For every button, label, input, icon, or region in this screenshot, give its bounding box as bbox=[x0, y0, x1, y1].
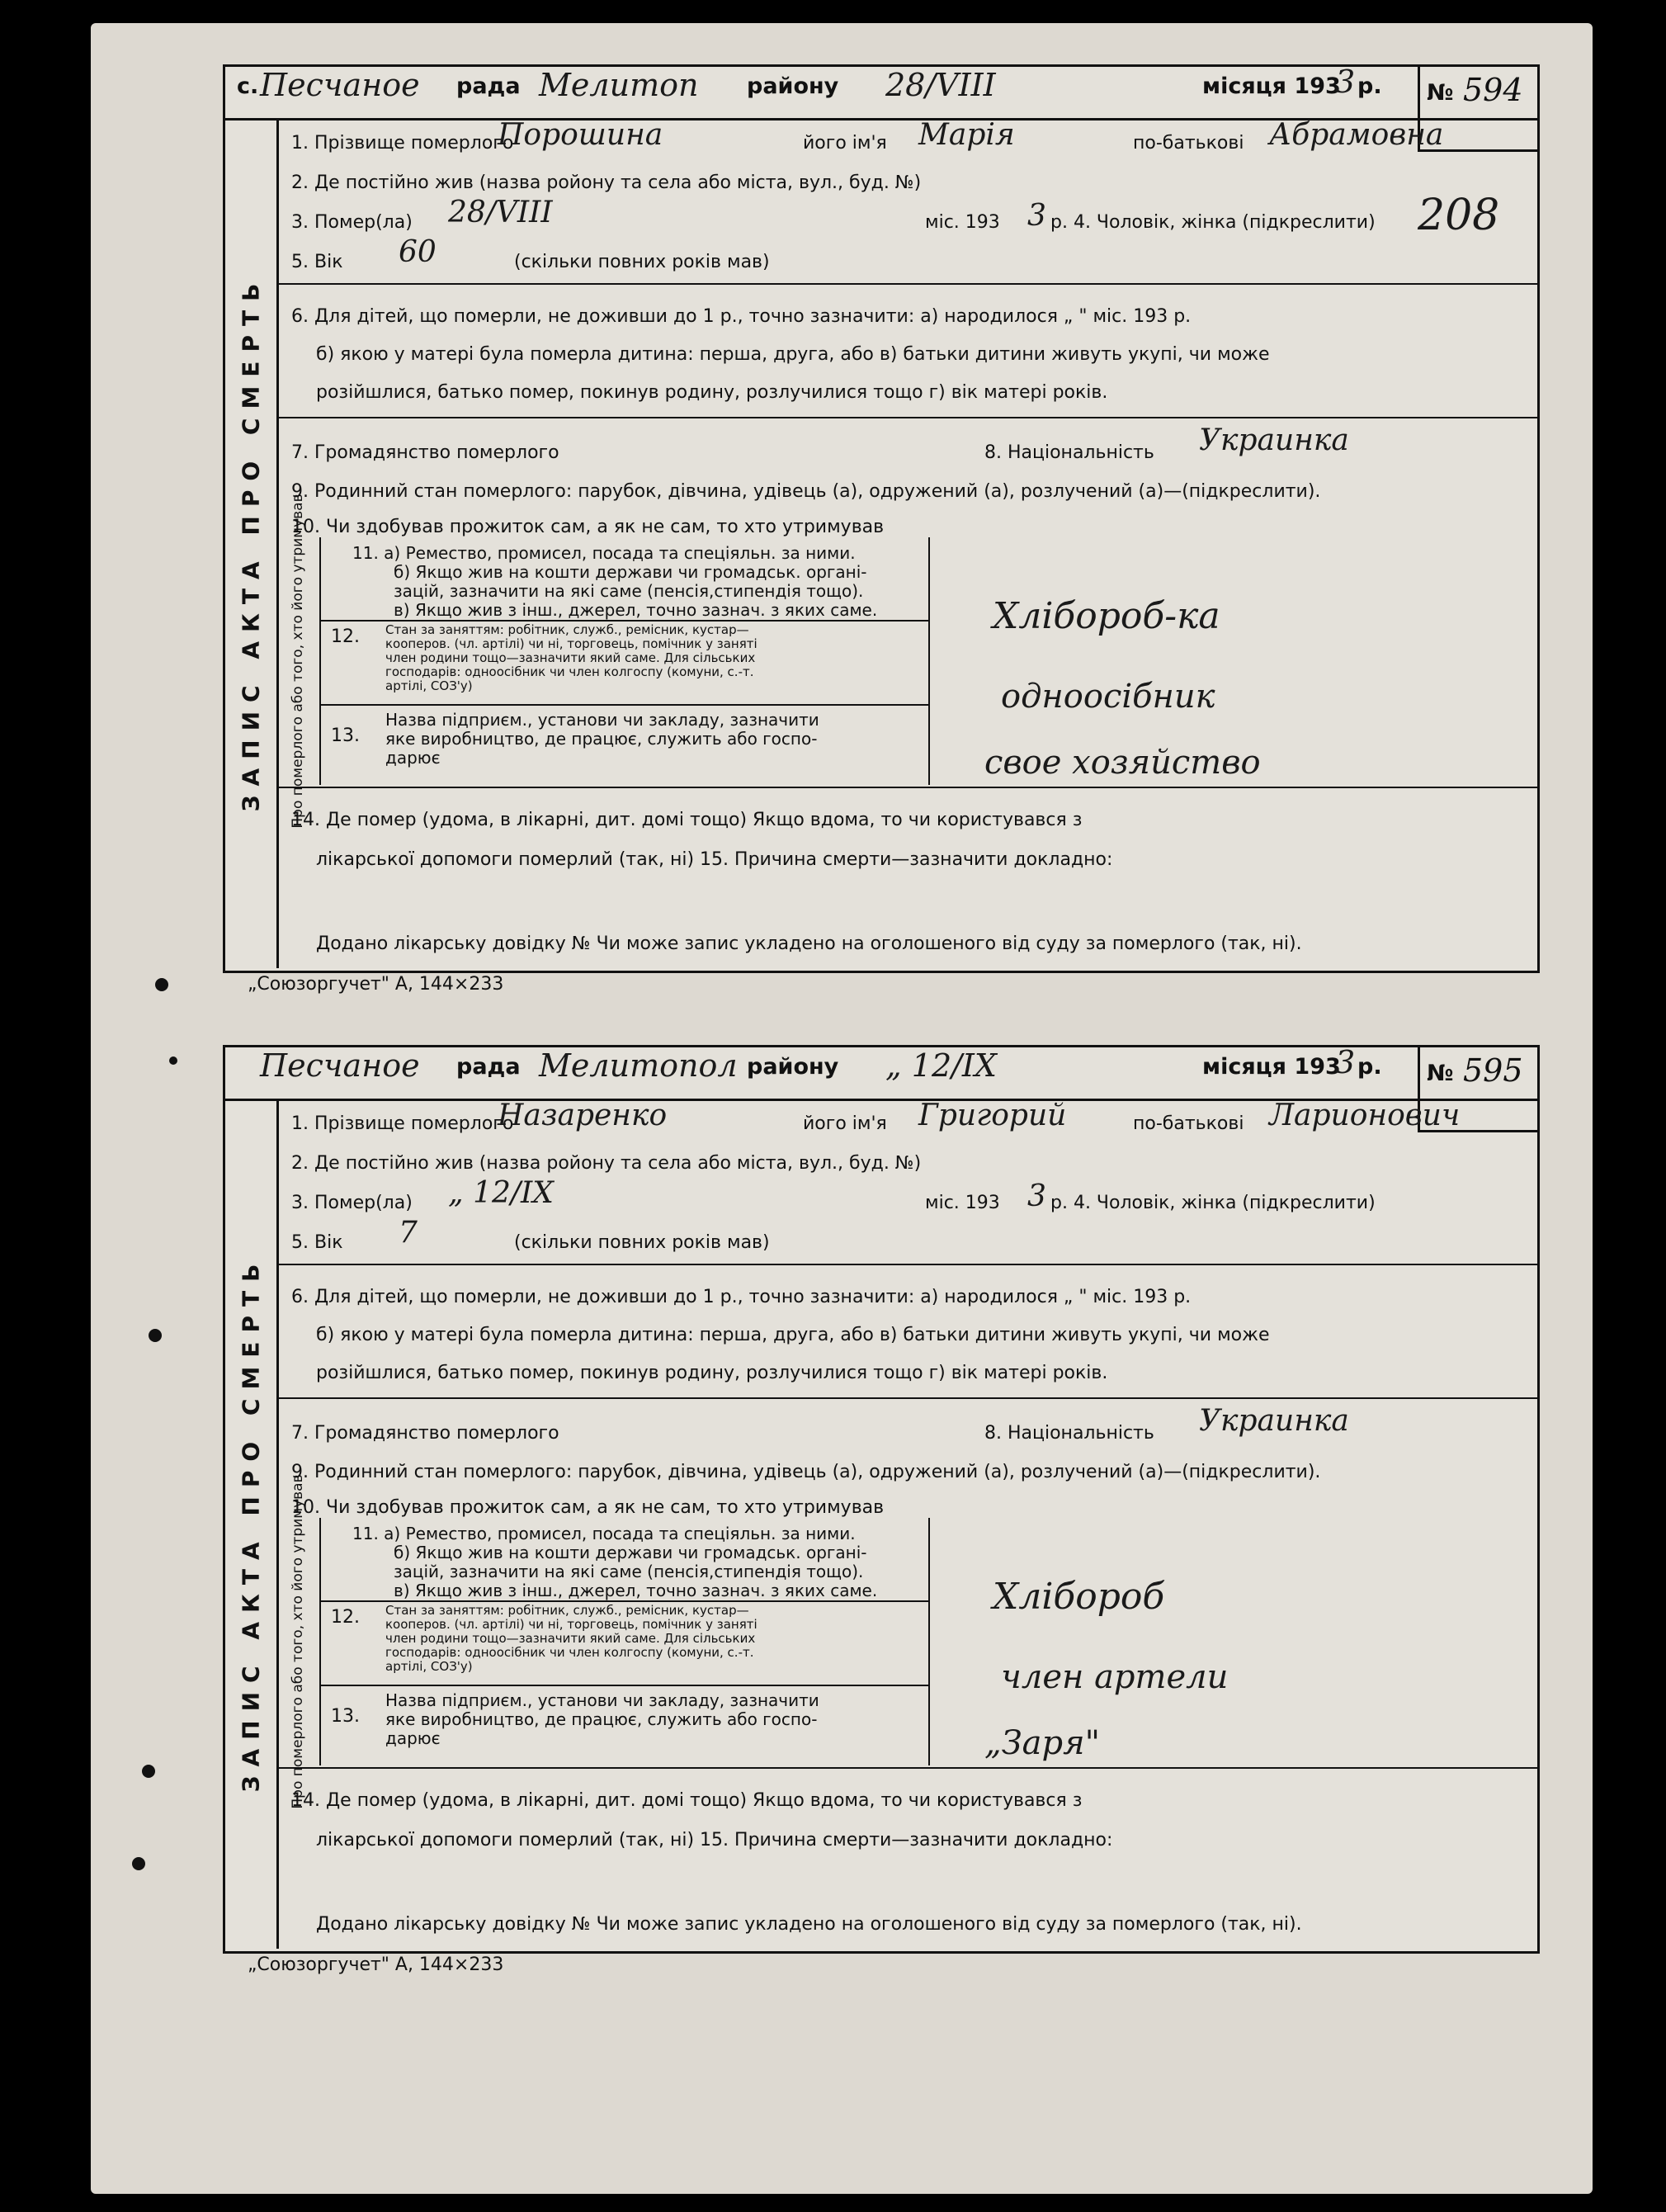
footer-line: Додано лікарську довідку № Чи може запис укладено на оголошеного від суду за померлого (так, ні). bbox=[316, 1914, 1302, 1935]
answer-13-handwritten: свое хозяйство bbox=[984, 744, 1261, 782]
answer-12-handwritten: одноосібник bbox=[1001, 678, 1215, 716]
q12-line: господарів: одноосібник чи член колгоспу (комуни, с.-т. bbox=[385, 1645, 754, 1660]
line-15: лікарської допомоги померлий (так, ні) 15. Причина смерти—зазначити докладно: bbox=[316, 1830, 1113, 1850]
punch-hole bbox=[142, 1765, 155, 1778]
death-year-handwritten: 3 bbox=[1027, 1179, 1046, 1213]
age-handwritten: 60 bbox=[399, 235, 437, 269]
q12-line: кооперов. (чл. артілі) чи ні, торговець, помічник у заняті bbox=[385, 1617, 757, 1632]
line-7-citizenship: 7. Громадянство померлого bbox=[291, 1423, 559, 1444]
q11-text bbox=[352, 1524, 877, 1600]
q12-text bbox=[385, 623, 757, 693]
surname-handwritten: Назаренко bbox=[498, 1099, 668, 1132]
month-label: місяця 193 bbox=[1202, 73, 1341, 99]
rada-label: рада bbox=[456, 1054, 521, 1080]
district-label: району bbox=[747, 73, 839, 99]
q12-row bbox=[319, 620, 928, 706]
line-7-citizenship: 7. Громадянство померлого bbox=[291, 442, 559, 463]
punch-hole bbox=[132, 1857, 145, 1870]
q12-line: артілі, СОЗ'у) bbox=[385, 678, 473, 693]
date-handwritten: 28/VIII bbox=[885, 67, 996, 103]
surname-handwritten: Порошина bbox=[498, 118, 663, 152]
occupation-side bbox=[276, 494, 321, 829]
q11-line: 11. а) Ремество, промисел, посада та спеціяльн. за ними. bbox=[352, 1524, 856, 1543]
q13-row bbox=[319, 1685, 928, 1764]
line-15: лікарської допомоги померлий (так, ні) 15. Причина смерти—зазначити докладно: bbox=[316, 849, 1113, 870]
line-6c: розійшлися, батько помер, покинув родину, розлучилися тощо г) вік матері років. bbox=[316, 382, 1108, 403]
line-9-marital: 9. Родинний стан померлого: парубок, дівчина, удівець (а), одружений (а), розлучений (а)—(підкреслити). bbox=[291, 1462, 1321, 1482]
answer-11-handwritten: Хлібороб-ка bbox=[993, 595, 1220, 637]
nationality-handwritten: Украинка bbox=[1199, 1404, 1349, 1438]
year-suffix-label: р. bbox=[1357, 1054, 1382, 1080]
q11-row bbox=[319, 537, 928, 622]
q11-line: зацій, зазначити на які саме (пенсія,стипендія тощо). bbox=[394, 581, 864, 601]
record-number-label: № bbox=[1427, 1061, 1454, 1086]
year-suffix-label: р. bbox=[1357, 73, 1382, 99]
line-6c: розійшлися, батько помер, покинув родину, розлучилися тощо г) вік матері років. bbox=[316, 1363, 1108, 1383]
line-9-marital: 9. Родинний стан померлого: парубок, дівчина, удівець (а), одружений (а), розлучений (а)—(підкреслити). bbox=[291, 481, 1321, 502]
death-record-form bbox=[223, 1045, 1540, 1954]
punch-hole bbox=[149, 1329, 162, 1342]
record-number-handwritten: 594 bbox=[1463, 72, 1523, 108]
date-handwritten: „ 12/IX bbox=[885, 1047, 997, 1084]
q12-line: артілі, СОЗ'у) bbox=[385, 1659, 473, 1674]
occupation-side-label: Про померлого або того, хто його утримував bbox=[290, 494, 306, 829]
nationality-label: 8. Національність bbox=[984, 1423, 1154, 1444]
side-title: ЗАПИС АКТА ПРО СМЕРТЬ bbox=[237, 1255, 265, 1793]
death-record-form bbox=[223, 64, 1540, 973]
answer-11-handwritten: Хлібороб bbox=[993, 1576, 1165, 1618]
nationality-label: 8. Національність bbox=[984, 442, 1154, 463]
q13-text bbox=[385, 1691, 819, 1748]
divider bbox=[276, 1397, 1537, 1399]
punch-hole bbox=[155, 978, 168, 991]
name-handwritten: Марія bbox=[918, 118, 1015, 152]
line-5-age-label: 5. Вік bbox=[291, 1232, 343, 1253]
patronymic-label: по-батькові bbox=[1133, 1113, 1244, 1134]
side-title-column bbox=[225, 118, 279, 968]
rada-label: рада bbox=[456, 73, 521, 99]
district-handwritten: Мелитопол bbox=[539, 1047, 738, 1084]
line-3-death-label: 3. Помер(ла) bbox=[291, 1193, 413, 1213]
side-title: ЗАПИС АКТА ПРО СМЕРТЬ bbox=[237, 274, 265, 812]
year-handwritten: 3 bbox=[1335, 64, 1356, 100]
gender-label: р. 4. Чоловік, жінка (підкреслити) bbox=[1050, 1193, 1376, 1213]
line-14: 14. Де помер (удома, в лікарні, дит. домі тощо) Якщо вдома, то чи користувався з bbox=[291, 810, 1083, 830]
death-date-handwritten: „ 12/IX bbox=[448, 1176, 554, 1210]
line-1 bbox=[291, 1113, 513, 1134]
q13-number: 13. bbox=[331, 1706, 360, 1727]
surname-label: 1. Прізвище померлого bbox=[291, 1113, 514, 1134]
patronymic-handwritten: Ларионович bbox=[1269, 1099, 1461, 1132]
q13-number: 13. bbox=[331, 726, 360, 746]
q12-row bbox=[319, 1600, 928, 1686]
line-1 bbox=[291, 133, 513, 154]
village-handwritten: Песчаное bbox=[260, 1047, 420, 1084]
age-handwritten: 7 bbox=[399, 1216, 418, 1250]
line-2-residence: 2. Де постійно жив (назва ройону та села або міста, вул., буд. №) bbox=[291, 1153, 922, 1174]
margin-number-handwritten: 208 bbox=[1418, 191, 1500, 240]
q13-line: дарює bbox=[385, 748, 441, 768]
q11-line: б) Якщо жив на кошти держави чи громадськ. органі- bbox=[394, 562, 867, 582]
patronymic-handwritten: Абрамовна bbox=[1269, 118, 1444, 152]
gender-label: р. 4. Чоловік, жінка (підкреслити) bbox=[1050, 212, 1376, 233]
surname-label: 1. Прізвище померлого bbox=[291, 133, 514, 154]
q13-line: Назва підприєм., установи чи закладу, зазначити bbox=[385, 1690, 819, 1710]
q12-line: кооперов. (чл. артілі) чи ні, торговець, помічник у заняті bbox=[385, 636, 757, 651]
occupation-side-label: Про померлого або того, хто його утримував bbox=[290, 1474, 306, 1809]
name-handwritten: Григорий bbox=[918, 1099, 1067, 1132]
q12-line: господарів: одноосібник чи член колгоспу (комуни, с.-т. bbox=[385, 664, 754, 679]
q12-line: Стан за заняттям: робітник, служб., ремісник, кустар— bbox=[385, 622, 749, 637]
record-number-label: № bbox=[1427, 80, 1454, 106]
patronymic-label: по-батькові bbox=[1133, 133, 1244, 154]
q13-text bbox=[385, 711, 819, 768]
name-label: його ім'я bbox=[803, 133, 887, 154]
age-hint: (скільки повних років мав) bbox=[514, 1232, 770, 1253]
line-10-support: 10. Чи здобував прожиток сам, а як не сам, то хто утримував bbox=[291, 1497, 885, 1518]
q12-line: член родини тощо—зазначити який саме. Для сільських bbox=[385, 1631, 756, 1646]
form-header bbox=[225, 64, 1537, 121]
district-handwritten: Мелитоп bbox=[539, 67, 699, 103]
answer-12-handwritten: член артели bbox=[1001, 1658, 1229, 1696]
line-10-support: 10. Чи здобував прожиток сам, а як не сам, то хто утримував bbox=[291, 517, 885, 537]
age-hint: (скільки повних років мав) bbox=[514, 252, 770, 272]
line-2-residence: 2. Де постійно жив (назва ройону та села або міста, вул., буд. №) bbox=[291, 173, 922, 193]
divider bbox=[276, 417, 1537, 418]
occupation-side bbox=[276, 1474, 321, 1809]
year-handwritten: 3 bbox=[1335, 1044, 1356, 1080]
q13-line: дарює bbox=[385, 1728, 441, 1748]
village-handwritten: Песчаное bbox=[260, 67, 420, 103]
q11-line: в) Якщо жив з інш., джерел, точно зазнач. з яких саме. bbox=[394, 1581, 878, 1600]
answer-13-handwritten: „Заря" bbox=[984, 1724, 1100, 1762]
line-6a: 6. Для дітей, що померли, не доживши до 1 р., точно зазначити: а) народилося „ " міс. 193 р. bbox=[291, 1287, 1192, 1307]
divider bbox=[276, 1264, 1537, 1265]
punch-hole bbox=[169, 1056, 177, 1065]
q11-line: в) Якщо жив з інш., джерел, точно зазнач. з яких саме. bbox=[394, 600, 878, 620]
q13-row bbox=[319, 704, 928, 783]
line-6b: б) якою у матері була померла дитина: перша, друга, або в) батьки дитини живуть укупі, чи може bbox=[316, 1325, 1270, 1345]
nationality-handwritten: Украинка bbox=[1199, 423, 1349, 457]
line-6a: 6. Для дітей, що померли, не доживши до 1 р., точно зазначити: а) народилося „ " міс. 193 р. bbox=[291, 306, 1192, 327]
printer-mark: „Союзоргучет" А, 144×233 bbox=[248, 1954, 504, 1975]
line-6b: б) якою у матері була померла дитина: перша, друга, або в) батьки дитини живуть укупі, чи може bbox=[316, 344, 1270, 365]
death-date-handwritten: 28/VIII bbox=[448, 196, 553, 229]
printer-mark: „Союзоргучет" А, 144×233 bbox=[248, 974, 504, 995]
form-header bbox=[225, 1044, 1537, 1101]
q12-line: Стан за заняттям: робітник, служб., ремісник, кустар— bbox=[385, 1603, 749, 1618]
q11-text bbox=[352, 544, 877, 620]
district-label: району bbox=[747, 1054, 839, 1080]
line-3-death-label: 3. Помер(ла) bbox=[291, 212, 413, 233]
q13-line: яке виробництво, де працює, служить або госпо- bbox=[385, 729, 818, 749]
footer-line: Додано лікарську довідку № Чи може запис укладено на оголошеного від суду за померлого (так, ні). bbox=[316, 933, 1302, 954]
q12-line: член родини тощо—зазначити який саме. Для сільських bbox=[385, 650, 756, 665]
q11-line: 11. а) Ремество, промисел, посада та спеціяльн. за ними. bbox=[352, 543, 856, 563]
side-title-column bbox=[225, 1099, 279, 1949]
month-label: місяця 193 bbox=[1202, 1054, 1341, 1080]
divider bbox=[276, 1767, 1537, 1769]
death-month-label: міс. 193 bbox=[925, 212, 1000, 233]
q11-line: зацій, зазначити на які саме (пенсія,стипендія тощо). bbox=[394, 1562, 864, 1581]
q11-row bbox=[319, 1518, 928, 1602]
q13-line: Назва підприєм., установи чи закладу, зазначити bbox=[385, 710, 819, 730]
death-month-label: міс. 193 bbox=[925, 1193, 1000, 1213]
name-label: його ім'я bbox=[803, 1113, 887, 1134]
village-label: с. bbox=[237, 73, 259, 99]
record-number-handwritten: 595 bbox=[1463, 1052, 1523, 1089]
q12-text bbox=[385, 1604, 757, 1674]
line-14: 14. Де помер (удома, в лікарні, дит. домі тощо) Якщо вдома, то чи користувався з bbox=[291, 1790, 1083, 1811]
q11-line: б) Якщо жив на кошти держави чи громадськ. органі- bbox=[394, 1543, 867, 1562]
divider bbox=[276, 787, 1537, 788]
q12-number: 12. bbox=[331, 1607, 360, 1628]
divider bbox=[276, 283, 1537, 285]
q12-number: 12. bbox=[331, 626, 360, 647]
line-5-age-label: 5. Вік bbox=[291, 252, 343, 272]
q13-line: яке виробництво, де працює, служить або госпо- bbox=[385, 1709, 818, 1729]
death-year-handwritten: 3 bbox=[1027, 199, 1046, 233]
